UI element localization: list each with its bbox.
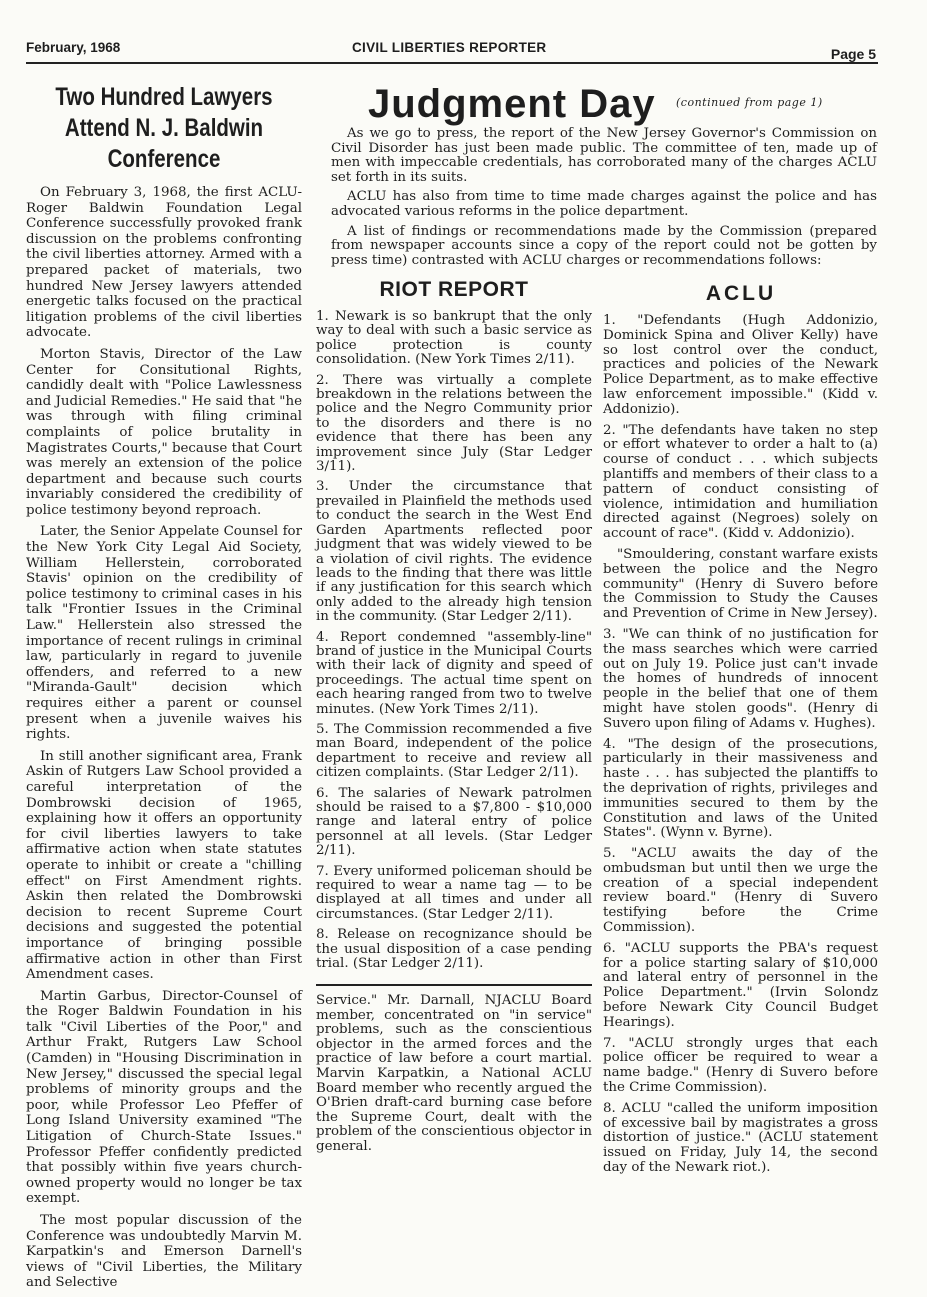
intro-paragraph: As we go to press, the report of the New Jersey Governor's Commission on Civil Disorder has just been made public. The committee of ten, made up of men with impeccable credentials, has corroborated many of the charges ACLU set forth in its suits. [331,126,877,185]
left-article-body [26,185,302,1291]
left-paragraph: In still another significant area, Frank Askin of Rutgers Law School provided a careful interpretation of the Dombrowski decision of 1965, explaining how it offers an opportunity for civil liberties lawyers to take affirmative action when state statutes operate to inhibit or create a "chilling effect" on First Amendment rights. Askin then related the Dombrowski decision to recent Supreme Court decisions and suggested the potential importance of bringing possible affirmative action in other than First Amendment cases. [26,748,302,983]
riot-report-item: 7. Every uniformed policeman should be required to wear a name tag — to be displayed at all times and under all circumstances. (Star Ledger 2/11). [316,863,592,922]
publication-name: CIVIL LIBERTIES REPORTER [352,40,547,55]
left-paragraph: On February 3, 1968, the first ACLU-Roger Baldwin Foundation Legal Conference successfully provoked frank discussion on the problems confronting the civil liberties attorney. Armed with a prepared packet of materials, two hundred New Jersey lawyers attended energetic talks focused on the practical litigation problems of the civil liberties advocate. [26,185,302,341]
left-paragraph: The most popular discussion of the Conference was undoubtedly Marvin M. Karpatkin's and Emerson Darnell's views of "Civil Liberties, the Military and Selective [26,1213,302,1291]
riot-report-list [316,310,592,977]
riot-report-item: 2. There was virtually a complete breakdown in the relations between the police and the Negro Community prior to the disorders and there is no evidence that there has been any improvement since July (Star Ledger 3/11). [316,372,592,475]
main-article-intro [331,127,877,273]
riot-report-heading: RIOT REPORT [379,278,529,301]
aclu-item: 1. "Defendants (Hugh Addonizio, Dominick Spina and Oliver Kelly) have so lost control over the conduct, practices and policies of the Newark Police Department, as to make effective law enforcement impossible." (Kidd v. Addonizio). [603,313,878,417]
aclu-item: 3. "We can think of no justification for the mass searches which were carried out on July 19. Police just can't invade the homes of hundreds of innocent people in the belief that one of them might have stolen goods". (Henry di Suvero upon filing of Adams v. Hughes). [603,626,878,731]
aclu-list [603,314,878,1182]
left-paragraph: Later, the Senior Appelate Counsel for the New York City Legal Aid Society, William Hellerstein, corroborated Stavis' opinion on the credibility of police testimony to criminal cases in his talk "Frontier Issues in the Criminal Law." Hellerstein also stressed the importance of recent rulings in criminal law, particularly in regard to juvenile offenders, and referred to a new "Miranda-Gault" decision which requires either a parent or counsel present when a juvenile waives his rights. [26,524,302,743]
riot-report-item: 5. The Commission recommended a five man Board, independent of the police department to receive and review all citizen complaints. (Star Ledger 2/11). [316,721,592,781]
aclu-item: "Smouldering, constant warfare exists between the police and the Negro community" (Henry di Suvero before the Commission to Study the Causes and Prevention of Crime in New Jersey). [603,546,878,622]
main-article-title: Judgment Day [368,82,656,126]
riot-report-item: 3. Under the circumstance that prevailed in Plainfield the methods used to conduct the search in the West End Garden Apartments reflected poor judgment that was widely viewed to be a violation of civil rights. The evidence leads to the finding that there was little if any justification for this search which only added to the already high tension in the community. (Star Ledger 2/11). [316,479,592,625]
issue-date: February, 1968 [26,40,121,55]
masthead-rule [26,62,878,64]
left-paragraph: Martin Garbus, Director-Counsel of the Roger Baldwin Foundation in his talk "Civil Liberties of the Poor," and Arthur Frakt, Rutgers Law School (Camden) in "Housing Discrimination in New Jersey," discussed the special legal problems of minority groups and the poor, while Professor Leo Pfeffer of Long Island University examined "The Litigation of Church-State Issues." Professor Pfeffer confidently predicted that possibly within five years church-owned property would no longer be tax exempt. [26,988,302,1207]
left-article-headline: Two Hundred Lawyers Attend N. J. Baldwin Conference [55,83,273,173]
intro-paragraph: A list of findings or recommendations made by the Commission (prepared from newspaper accounts since a copy of the report could not be gotten by press time) contrasted with ACLU charges or recommendations follows: [331,223,877,268]
section-divider [316,984,592,986]
riot-report-item: 8. Release on recognizance should be the usual disposition of a case pending trial. (Star Ledger 2/11). [316,927,592,972]
masthead [26,40,876,62]
riot-report-item: 1. Newark is so bankrupt that the only way to deal with such a basic service as police protection is county consolidation. (New York Times 2/11). [316,309,592,368]
riot-report-item: 6. The salaries of Newark patrolmen should be raised to a $7,800 - $10,000 range and lateral entry of police personnel at all levels. (Star Ledger 2/11). [316,785,592,859]
aclu-item: 6. "ACLU supports the PBA's request for a police starting salary of $10,000 and lateral entry of personnel in the Police Department." (Irvin Solondz before Newark City Council Budget Hearings). [603,940,878,1030]
left-article [26,82,302,1297]
continuation-paragraph: Service." Mr. Darnall, NJACLU Board member, concentrated on "in service" problems, such as the conscientious objector in the armed forces and the practice of law before a court martial. Marvin Karpatkin, a National ACLU Board member who recently argued the O'Brien draft-card burning case before the Supreme Court, dealt with the problem of the conscientious objector in general. [316,993,592,1154]
continued-note: (continued from page 1) [676,96,823,109]
intro-paragraph: ACLU has also from time to time made charges against the police and has advocated various reforms in the police department. [331,189,877,219]
aclu-item: 8. ACLU "called the uniform imposition of excessive bail by magistrates a gross distortion of justice." (ACLU statement issued on Friday, July 14, the second day of the Newark riot.). [603,1100,878,1176]
aclu-heading: ACLU [705,282,777,305]
left-paragraph: Morton Stavis, Director of the Law Center for Consitutional Rights, candidly dealt with "Police Lawlessness and Judicial Remedies." He said that "he was through with filing criminal complaints of police brutality in Magistrates Courts," because that Court was merely an extension of the police department and because such courts invariably considered the credibility of police testimony beyond reproach. [26,346,302,518]
aclu-item: 5. "ACLU awaits the day of the ombudsman but until then we urge the creation of a special independent review board." (Henry di Suvero testifying before the Crime Commission). [603,846,878,936]
aclu-item: 4. "The design of the prosecutions, particularly in their massiveness and haste . . . has subjected the plantiffs to the deprivation of rights, privileges and immunities secured to them by the Constitution and laws of the United States". (Wynn v. Byrne). [603,736,878,841]
riot-report-item: 4. Report condemned "assembly-line" brand of justice in the Municipal Courts with their lack of dignity and speed of proceedings. The actual time spent on each hearing ranged from two to twelve minutes. (New York Times 2/11). [316,629,592,717]
aclu-item: 2. "The defendants have taken no step or effort whatever to order a halt to (a) course of conduct . . . which subjects plantiffs and members of their class to a pattern of conduct consisting of violence, intimidation and humiliation directed against (Negroes) solely on account of race". (Kidd v. Addonizio). [603,422,878,542]
aclu-item: 7. "ACLU strongly urges that each police officer be required to wear a name badge." (Henry di Suvero before the Crime Commission). [603,1035,878,1096]
left-article-continuation [316,994,592,1161]
page-number: Page 5 [830,46,876,62]
